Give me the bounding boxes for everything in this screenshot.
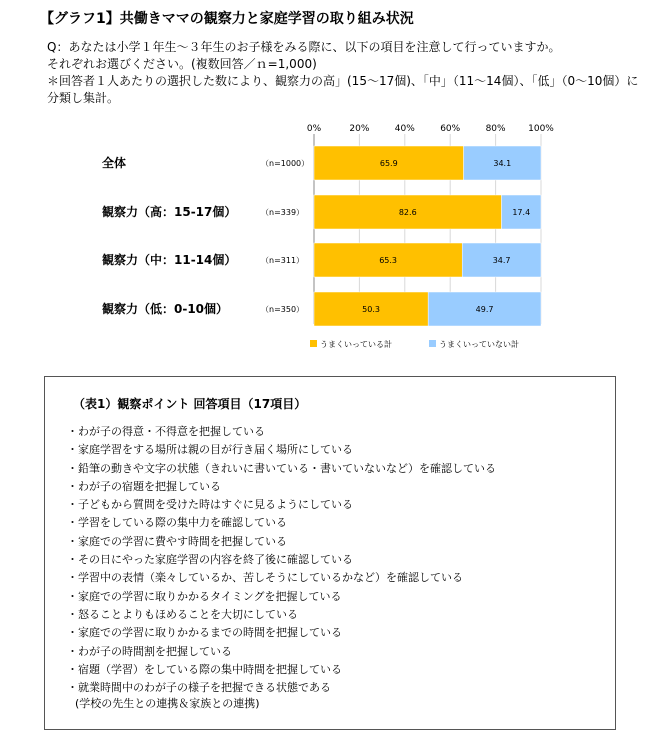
table-note: (学校の先生との連携＆家族との連携) — [75, 697, 260, 710]
list-item: ・ 子どもから質問を受けた時はすぐに見るようにしている — [67, 496, 496, 514]
x-tick-label: 60% — [440, 124, 461, 134]
data-label: 65.3 — [379, 256, 398, 265]
legend-label: うまくいっている計 — [320, 340, 392, 349]
note-line: ＊回答者１人あたりの選択した数により、観察力の高」(15～17個)、｢中｣（11～14個）、｢低｣（0～10個）に — [47, 74, 639, 88]
question-line: それぞれお選びください。(複数回答／ｎ=1,000) — [47, 57, 317, 71]
n-label: （n=311） — [261, 256, 305, 265]
data-label: 34.1 — [493, 159, 512, 168]
x-tick-label: 80% — [485, 124, 506, 134]
list-item: ・ 家庭での学習に取りかかるまでの時間を把握している — [67, 624, 496, 642]
x-tick-label: 0% — [306, 124, 322, 134]
list-item: ・ 学習中の表情（楽々しているか、苦しそうにしているかなど）を確認している — [67, 569, 496, 587]
list-item: ・ 怒ることよりもほめることを大切にしている — [67, 606, 496, 624]
list-item: ・ わが子の時間割を把握している — [67, 643, 496, 661]
n-label: （n=1000） — [261, 159, 310, 168]
list-item: ・ その日にやった家庭学習の内容を終了後に確認している — [67, 551, 496, 569]
table-title: （表1）観察ポイント 回答項目（17項目） — [73, 397, 307, 411]
category-label: 観察力（低：0-10個） — [102, 302, 229, 316]
legend-swatch — [310, 340, 317, 347]
data-label: 17.4 — [512, 208, 531, 217]
x-tick-label: 40% — [394, 124, 415, 134]
observation-points-box — [44, 376, 616, 730]
list-item: ・ 宿題（学習）をしている際の集中時間を把握している — [67, 661, 496, 679]
data-label: 50.3 — [362, 305, 380, 314]
category-label: 全体 — [102, 156, 127, 170]
list-item: ・ 家庭学習をする場所は親の目が行き届く場所にしている — [67, 441, 496, 459]
x-tick-label: 100% — [528, 124, 554, 134]
legend-swatch — [429, 340, 436, 347]
n-label: （n=350） — [261, 305, 305, 314]
list-item: ・ 就業時間中のわが子の様子を把握できる状態である — [67, 679, 496, 697]
category-label: 観察力（高：15-17個） — [102, 205, 237, 219]
stacked-bar-chart — [0, 120, 659, 360]
list-item: ・ 家庭での学習に費やす時間を把握している — [67, 533, 496, 551]
list-item: ・ 学習をしている際の集中力を確認している — [67, 514, 496, 532]
data-label: 49.7 — [475, 305, 494, 314]
observation-points-list — [67, 423, 496, 697]
x-tick-label: 20% — [349, 124, 370, 134]
legend-label: うまくいっていない計 — [439, 340, 519, 349]
n-label: （n=339） — [261, 208, 305, 217]
intro-text — [47, 39, 647, 107]
chart-title: 【グラフ1】共働きママの観察力と家庭学習の取り組み状況 — [40, 11, 414, 27]
note-line: 分類し集計。 — [47, 91, 120, 105]
list-item: ・ 鉛筆の動きや文字の状態（きれいに書いている・書いていないなど）を確認している — [67, 460, 496, 478]
category-label: 観察力（中：11-14個） — [102, 253, 237, 267]
question-line: Q：あなたは小学１年生～３年生のお子様をみる際に、以下の項目を注意して行っていますか。 — [47, 40, 561, 54]
data-label: 34.7 — [492, 256, 511, 265]
data-label: 65.9 — [379, 159, 398, 168]
list-item: ・ 家庭での学習に取りかかるタイミングを把握している — [67, 588, 496, 606]
list-item: ・ わが子の宿題を把握している — [67, 478, 496, 496]
data-label: 82.6 — [398, 208, 417, 217]
list-item: ・ わが子の得意・不得意を把握している — [67, 423, 496, 441]
